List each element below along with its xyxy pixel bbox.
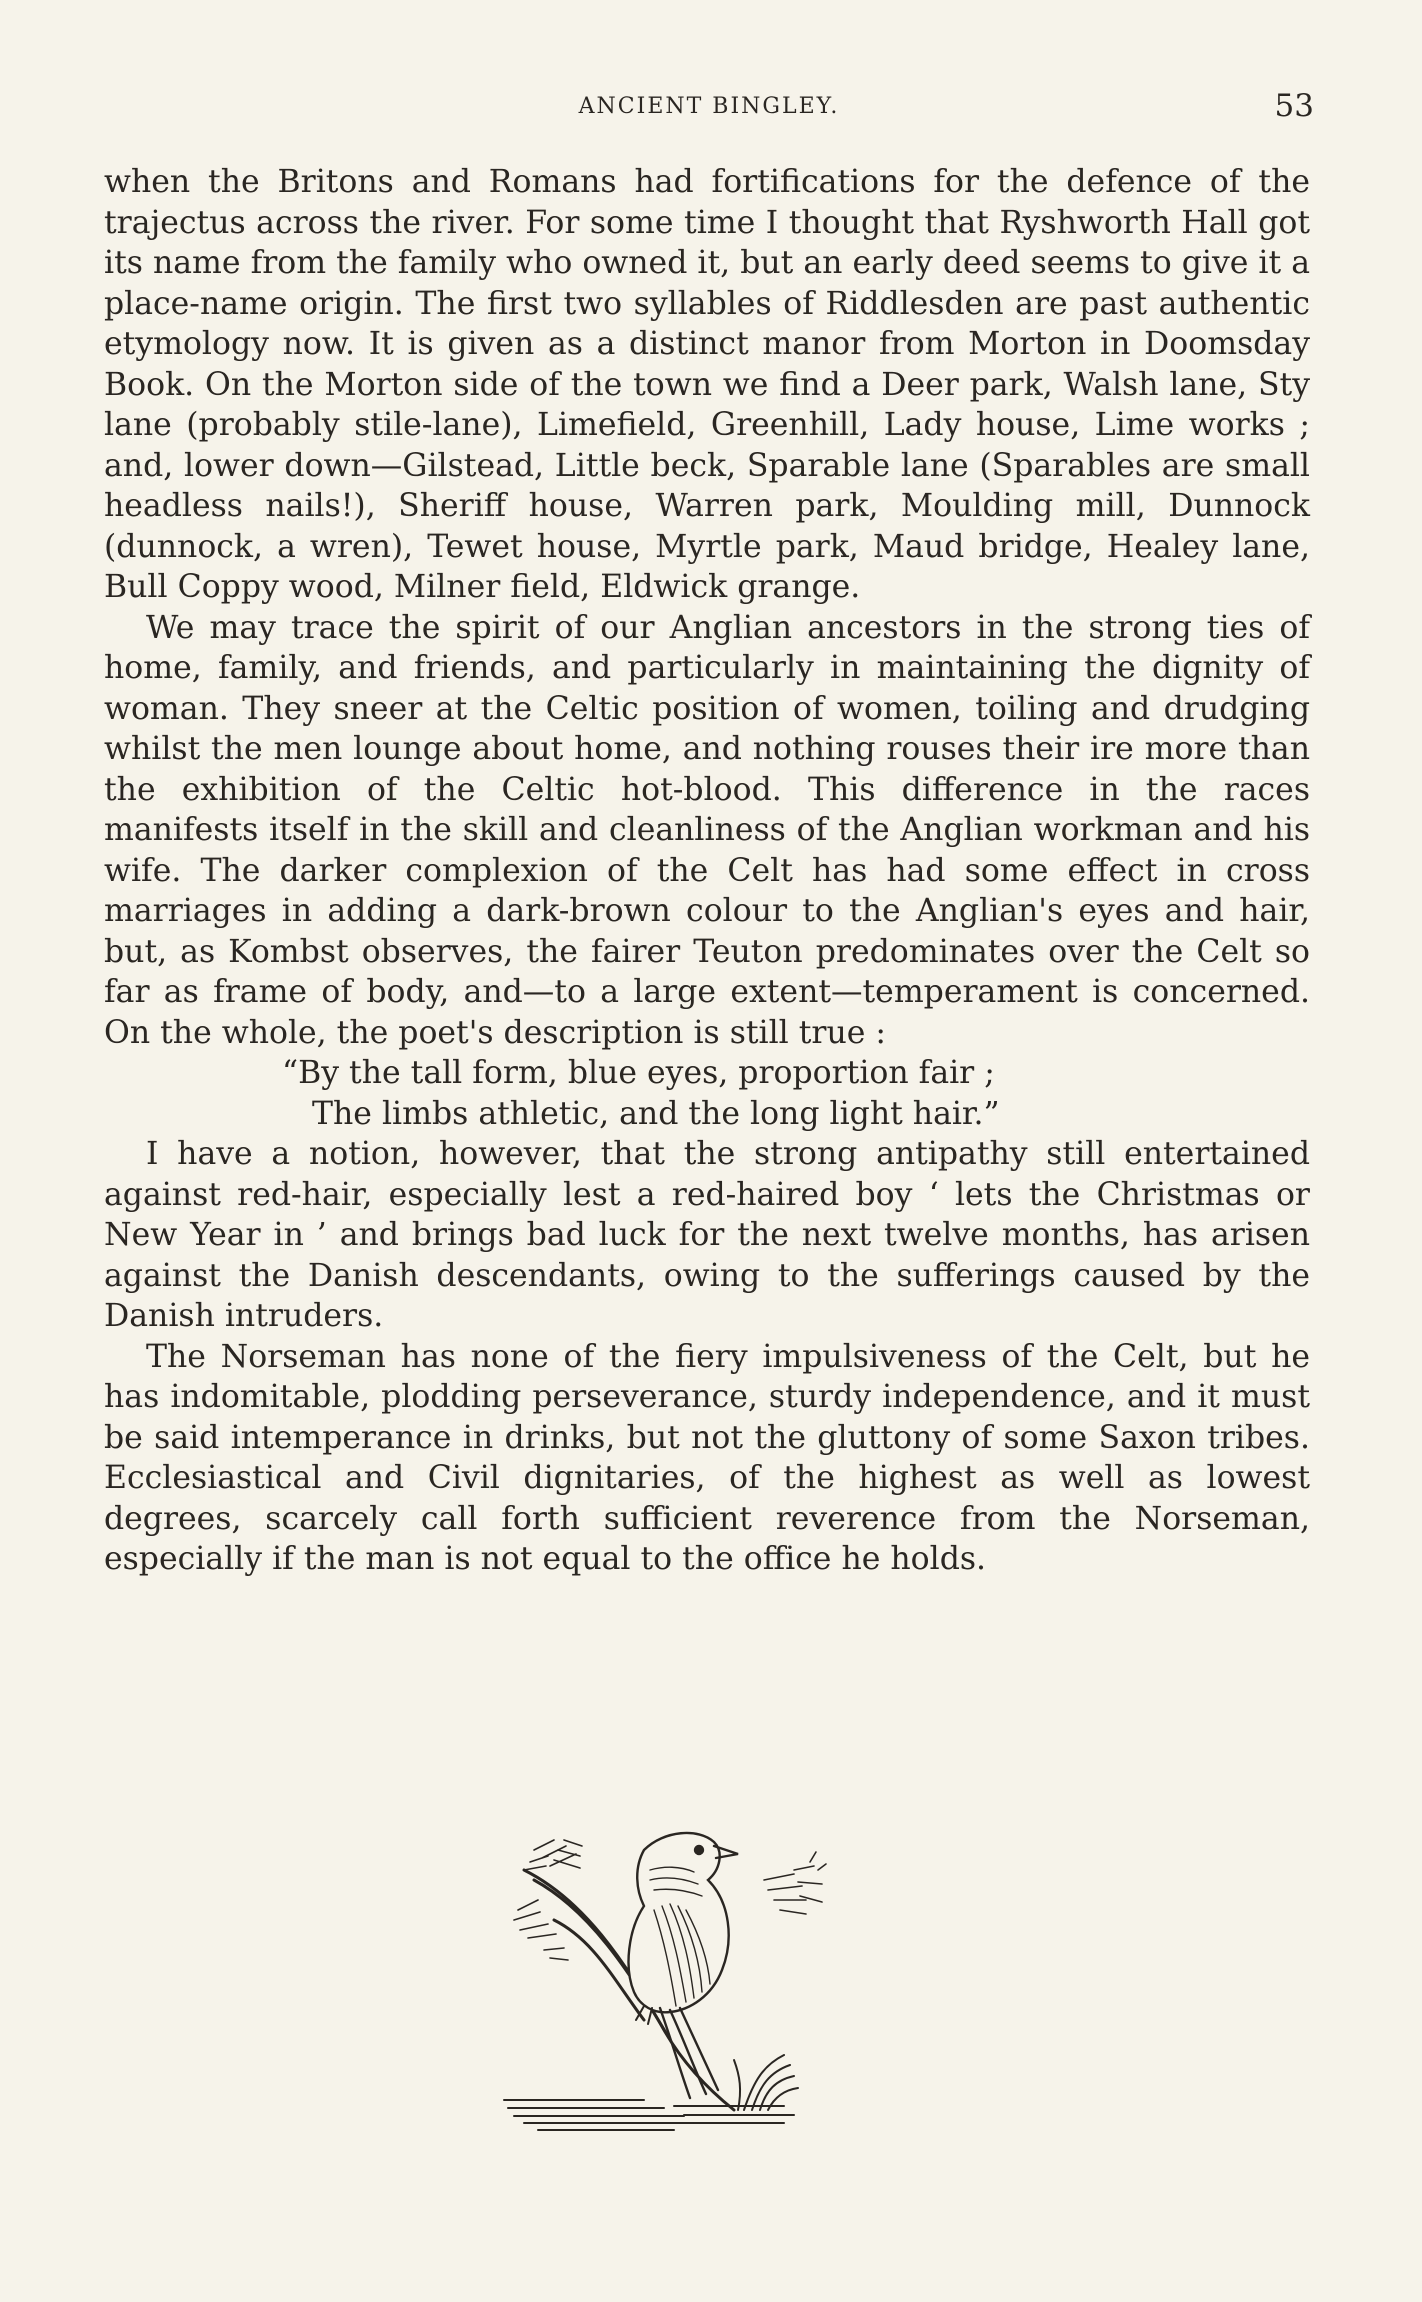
paragraph-place-names: when the Britons and Romans had fortifications for the defence of the trajectus across the river. For some time I thought that Ryshworth Hall got its name from the family who owned it, but an early deed seems to give it a place-name origin. The first two syllables of Riddlesden are past authentic etymology now. It is given as a distinct manor from Morton in Doomsday Book. On the Morton side of the town we find a Deer park, Walsh lane, Sty lane (probably stile-lane), Limefield, Greenhill, Lady house, Lime works ; and, lower down—Gilstead, Little beck, Sparable lane (Sparables are small headless nails!), Sheriff house, Warren park, Moulding mill, Dunnock (dunnock, a wren), Tewet house, Myrtle park, Maud bridge, Healey lane, Bull Coppy wood, Milner field, Eldwick grange. bbox=[104, 164, 1310, 605]
running-head bbox=[104, 88, 1314, 128]
verse-line: “By the tall form, blue eyes, proportion fair ; bbox=[282, 1055, 995, 1091]
verse-line: The limbs athletic, and the long light hair.” bbox=[312, 1095, 1000, 1132]
page-number: 53 bbox=[1274, 88, 1314, 124]
paragraph-red-hair: I have a notion, however, that the strong antipathy still entertained against red-hair, especially lest a red-haired boy ‘ lets the Christmas or New Year in ’ and brings bad luck for the next twelve months, has arisen against the Danish descendants, owing to the sufferings caused by the Danish intruders. bbox=[104, 1136, 1310, 1334]
verse-quotation bbox=[104, 1053, 1310, 1134]
paragraph-anglian-ancestors: We may trace the spirit of our Anglian ancestors in the strong ties of home, family, and friends, and particularly in maintaining the dignity of woman. They sneer at the Celtic position of women, toiling and drudging whilst the men lounge about home, and nothing rouses their ire more than the exhibition of the Celtic hot-blood. This difference in the races manifests itself in the skill and cleanliness of the Anglian workman and his wife. The darker complexion of the Celt has had some effect in cross marriages in adding a dark-brown colour to the Anglian's eyes and hair, but, as Kombst observes, the fairer Teuton predominates over the Celt so far as frame of body, and—to a large extent—temperament is concerned. On the whole, the poet's description is still true : bbox=[104, 609, 1310, 1051]
bird-woodcut-drawing bbox=[494, 1810, 914, 2140]
running-title: ANCIENT BINGLEY. bbox=[578, 94, 840, 119]
bird-woodcut-vignette-icon bbox=[494, 1810, 914, 2140]
paragraph-norseman: The Norseman has none of the fiery impulsiveness of the Celt, but he has indomitable, plodding perseverance, sturdy independence, and it must be said intemperance in drinks, but not the gluttony of some Saxon tribes. Ecclesiastical and Civil dignitaries, of the highest as well as lowest degrees, scarcely call forth sufficient reverence from the Norseman, especially if the man is not equal to the office he holds. bbox=[104, 1338, 1310, 1577]
body-text bbox=[104, 162, 1310, 1580]
